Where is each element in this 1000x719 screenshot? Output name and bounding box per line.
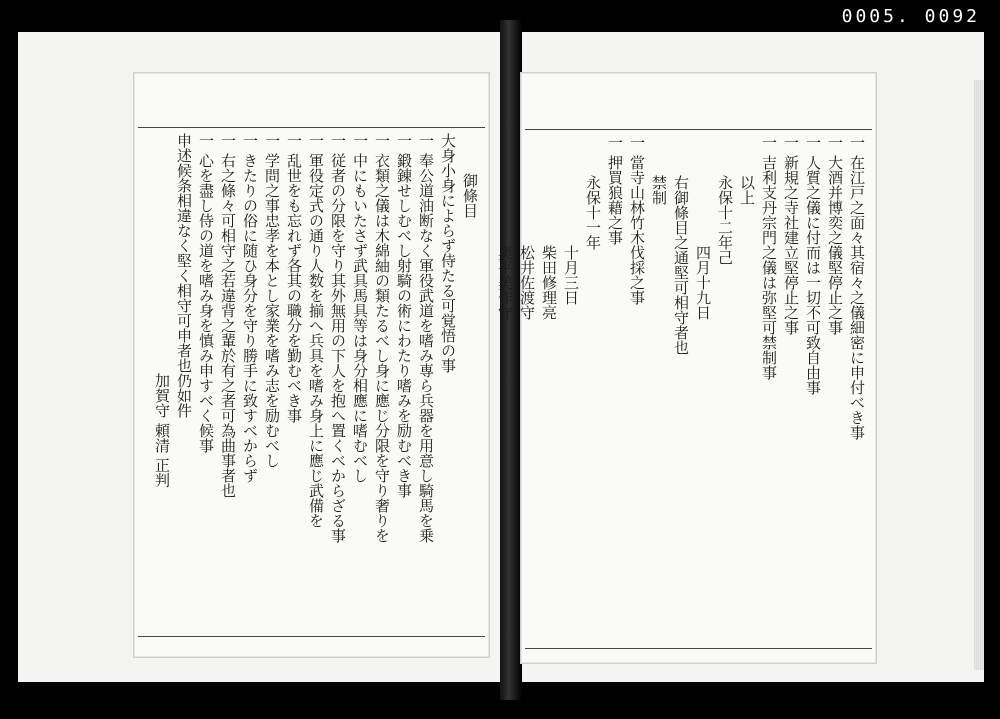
signatory: 柴田修理亮: [540, 245, 558, 320]
section-title: 禁制: [650, 175, 668, 205]
text-line: 右御條目之通堅可相守者也: [672, 175, 690, 355]
date-line: 永保十二年己: [716, 175, 734, 265]
right-page: [496, 72, 877, 664]
text-line: 一 當寺山林竹木伐採之事: [628, 135, 646, 305]
frame-number: 0005. 0092: [841, 6, 980, 27]
top-rule: [138, 127, 485, 128]
text-line: 一 在江戸之面々其宿々之儀細密に申付べき事: [848, 135, 866, 440]
signatory: 奥平美作守: [496, 245, 514, 320]
text-line: 大身小身によらず侍たる可覚悟の事: [439, 133, 457, 373]
left-page-text: [146, 133, 481, 638]
text-line: 一 衣類之儀は木綿紬の類たるべし身に應じ分限を守り奢りを: [373, 133, 391, 543]
text-line: 以上: [738, 175, 756, 205]
signature: 加賀守 頼清 正判: [153, 373, 171, 488]
text-line: 一 鍛錬せしむべし射騎の術にわたり嗜みを励むべき事: [395, 133, 413, 498]
text-line: 一 心を盡し侍の道を嗜み身を慎み申すべく候事: [197, 133, 215, 453]
text-line: 一 乱世をも忘れず各其の職分を勤むべき事: [285, 133, 303, 423]
text-line: 一 中にもいたさず武具馬具等は身分相應に嗜むべし: [351, 133, 369, 483]
text-line: 一 大酒并博奕之儀堅停止之事: [826, 135, 844, 335]
right-page-text: [496, 135, 868, 645]
date-line: 永保十一年: [584, 175, 602, 250]
text-line: 一 奉公道油断なく軍役武道を嗜み専ら兵器を用意し騎馬を乗: [417, 133, 435, 543]
date-line: 四月十九日: [694, 245, 712, 320]
left-page: [133, 72, 490, 658]
text-line: 一 吉利支丹宗門之儀は弥堅可禁制事: [760, 135, 778, 380]
text-line: 一 学問之事忠孝を本とし家業を嗜み志を励むべし: [263, 133, 281, 468]
text-line: 一 人質之儀に付而は一切不可致自由事: [804, 135, 822, 395]
page-edges: [974, 80, 984, 670]
text-line: 一 新規之寺社建立堅停止之事: [782, 135, 800, 335]
top-rule: [525, 129, 872, 130]
text-line: 一 軍役定式の通り人数を揃へ兵具を嗜み身上に應じ武備を: [307, 133, 325, 528]
text-line: 一 きたりの俗に随ひ身分を守り勝手に致すべからず: [241, 133, 259, 483]
signatory: 松井佐渡守: [518, 245, 536, 320]
text-line: 一 押買狼藉之事: [606, 135, 624, 245]
page-header: 御條目: [461, 173, 479, 218]
text-line: 申述候条相違なく堅く相守可申者也仍如件: [175, 133, 193, 418]
text-line: 一 従者の分限を守り其外無用の下人を抱へ置くべからざる事: [329, 133, 347, 543]
date-line: 十月三日: [562, 245, 580, 305]
text-line: 一 右之條々可相守之若違背之輩於有之者可為曲事者也: [219, 133, 237, 498]
bottom-rule: [525, 648, 872, 649]
